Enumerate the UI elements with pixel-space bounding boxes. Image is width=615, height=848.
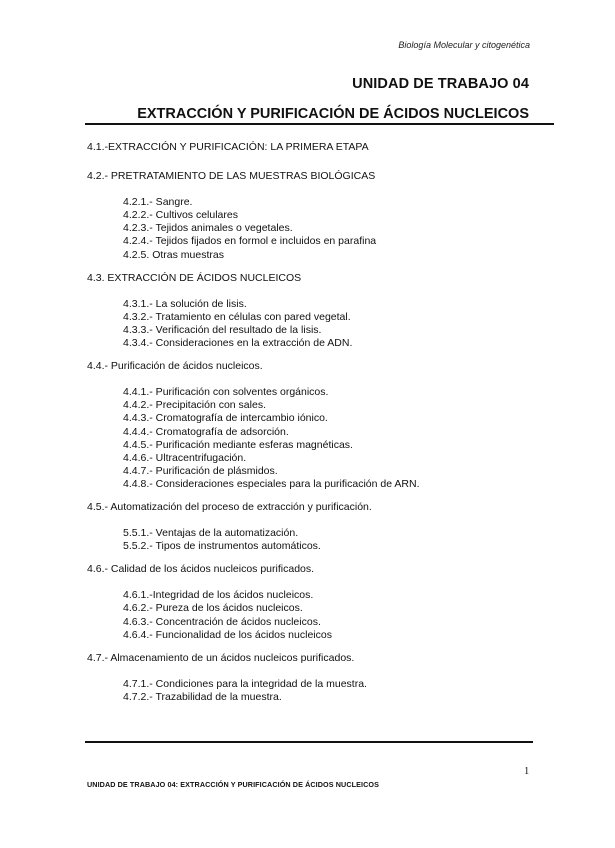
toc-subsection-item: 4.2.4.- Tejidos fijados en formol e incluidos en parafina [123, 235, 377, 248]
toc-subsection-item: 4.3.2.- Tratamiento en células con pared vegetal. [123, 310, 351, 323]
toc-section-title: 4.5.- Automatización del proceso de extracción y purificación. [87, 500, 372, 513]
toc-section-title: 4.2.- PRETRATAMIENTO DE LAS MUESTRAS BIOLÓGICAS [87, 170, 376, 183]
toc-subsection-list [87, 196, 557, 261]
toc-subsection-item: 4.7.2.- Trazabilidad de la muestra. [123, 690, 282, 703]
toc-section-title: 4.7.- Almacenamiento de un ácidos nucleicos purificados. [87, 651, 355, 664]
unit-title: UNIDAD DE TRABAJO 04 [352, 76, 529, 92]
toc-subsection-item: 4.6.4.- Funcionalidad de los ácidos nucleicos [123, 628, 332, 641]
toc-subsection-item: 5.5.1.- Ventajas de la automatización. [123, 527, 299, 540]
toc-subsection-item: 4.4.3.- Cromatografía de intercambio iónico. [123, 412, 328, 425]
toc-subsection-item: 4.3.1.- La solución de lisis. [123, 297, 247, 310]
toc-section [87, 563, 557, 641]
toc-subsection-list [87, 527, 557, 553]
toc-subsection-item: 4.6.2.- Pureza de los ácidos nucleicos. [123, 602, 303, 615]
page-number: 1 [524, 766, 530, 777]
title-divider [85, 123, 554, 125]
toc-subsection-item: 4.4.7.- Purificación de plásmidos. [123, 464, 278, 477]
toc-subsection-item: 4.4.2.- Precipitación con sales. [123, 399, 266, 412]
toc-subsection-list [87, 678, 557, 704]
toc-subsection-list [87, 589, 557, 641]
page-title: EXTRACCIÓN Y PURIFICACIÓN DE ÁCIDOS NUCLEICOS [137, 106, 529, 122]
table-of-contents [87, 131, 557, 704]
toc-subsection-item: 4.4.1.- Purificación con solventes orgánicos. [123, 386, 329, 399]
toc-subsection-item: 4.4.8.- Consideraciones especiales para la purificación de ARN. [123, 477, 420, 490]
toc-section-title: 4.4.- Purificación de ácidos nucleicos. [87, 360, 263, 373]
running-footer: UNIDAD DE TRABAJO 04: EXTRACCIÓN Y PURIFICACIÓN DE ÁCIDOS NUCLEICOS [87, 780, 379, 789]
toc-section [87, 272, 557, 350]
toc-section [87, 360, 557, 491]
toc-section-title: 4.1.-EXTRACCIÓN Y PURIFICACIÓN: LA PRIMERA ETAPA [87, 141, 369, 153]
footer-divider [85, 741, 533, 743]
toc-subsection-item: 4.6.3.- Concentración de ácidos nucleicos. [123, 615, 321, 628]
toc-section-title: 4.6.- Calidad de los ácidos nucleicos purificados. [87, 563, 315, 576]
toc-subsection-item: 4.2.2.- Cultivos celulares [123, 209, 238, 222]
toc-section-title: 4.3. EXTRACCIÓN DE ÁCIDOS NUCLEICOS [87, 271, 302, 284]
toc-section [87, 652, 557, 704]
toc-subsection-item: 4.6.1.-Integridad de los ácidos nucleicos. [123, 589, 314, 602]
toc-subsection-item: 4.2.1.- Sangre. [123, 196, 193, 209]
toc-section [87, 170, 557, 262]
toc-subsection-item: 4.3.4.- Consideraciones en la extracción de ADN. [123, 337, 353, 350]
toc-subsection-item: 4.3.3.- Verificación del resultado de la lisis. [123, 323, 322, 336]
toc-subsection-item: 4.2.3.- Tejidos animales o vegetales. [123, 222, 293, 235]
running-header: Biología Molecular y citogenética [398, 40, 530, 50]
toc-subsection-item: 4.4.6.- Ultracentrifugación. [123, 451, 247, 464]
toc-subsection-item: 4.2.5. Otras muestras [123, 248, 224, 261]
toc-subsection-item: 4.4.4.- Cromatografía de adsorción. [123, 425, 289, 438]
toc-subsection-item: 4.4.5.- Purificación mediante esferas magnéticas. [123, 438, 353, 451]
toc-subsection-list [87, 386, 557, 491]
toc-subsection-item: 5.5.2.- Tipos de instrumentos automáticos. [123, 540, 321, 553]
toc-section [87, 501, 557, 553]
toc-section [87, 141, 557, 154]
toc-subsection-item: 4.7.1.- Condiciones para la integridad de la muestra. [123, 677, 367, 690]
toc-subsection-list [87, 298, 557, 350]
